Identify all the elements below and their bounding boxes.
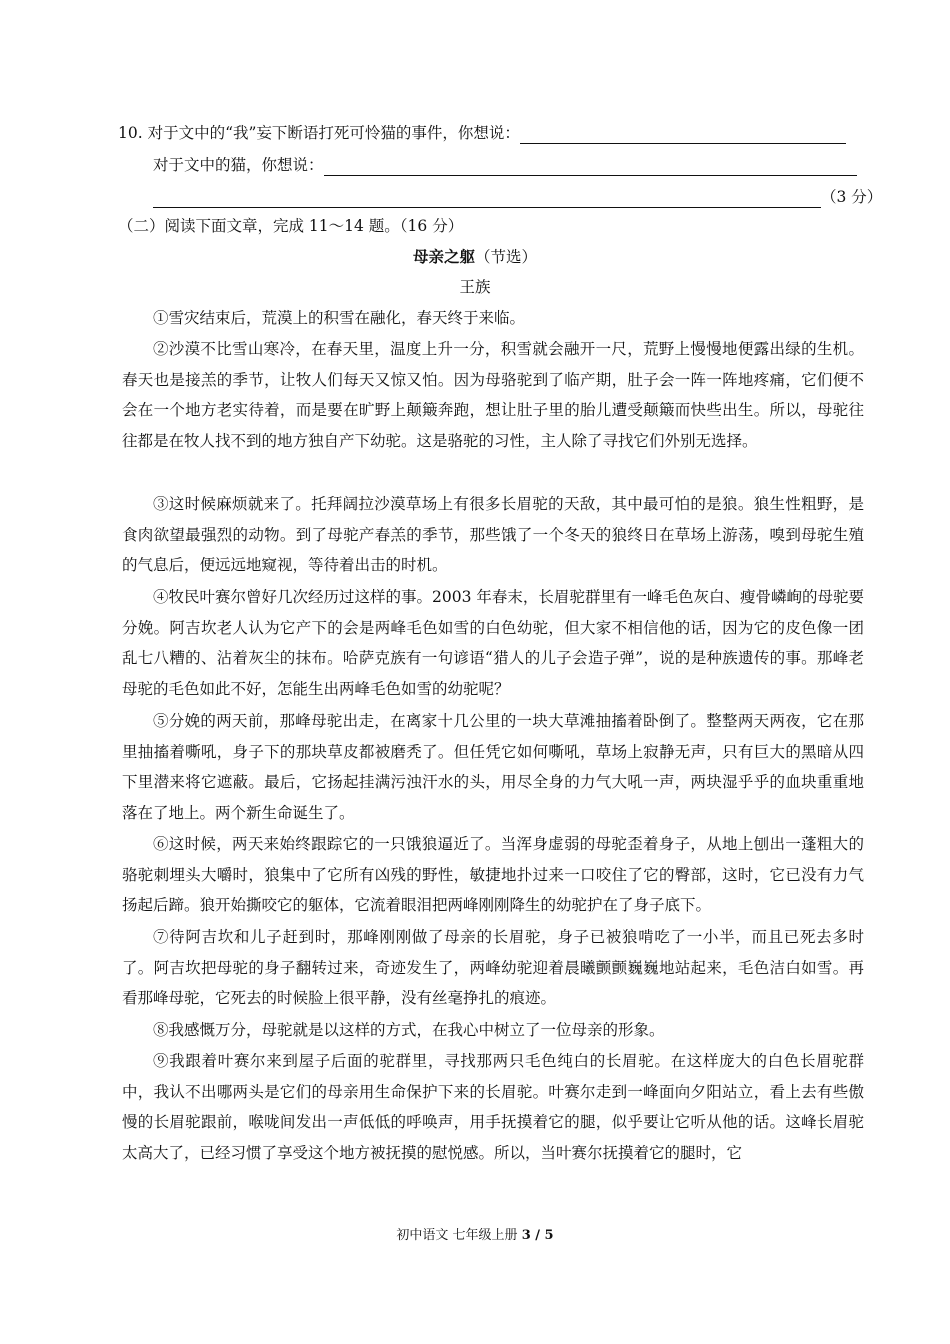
question-10-cat-prompt: 对于文中的猫，你想说： — [153, 156, 324, 174]
answer-blank-1[interactable] — [520, 126, 846, 144]
paragraph-3: ③这时候麻烦就来了。托拜阔拉沙漠草场上有很多长眉驼的天敌，其中最可怕的是狼。狼生性粗野，是食肉欲望最强烈的动物。到了母驼产春羔的季节，那些饿了一个冬天的狼终日在草场上游荡，嗅到母驼生殖的气息后，便远远地窥视，等待着出击的时机。 — [122, 495, 864, 575]
article-title — [0, 246, 950, 268]
paragraph-1: ①雪灾结束后，荒漠上的积雪在融化，春天终于来临。 — [153, 309, 526, 327]
paragraph-6: ⑥这时候，两天来始终跟踪它的一只饿狼逼近了。当浑身虚弱的母驼歪着身子，从地上刨出一蓬粗大的骆驼刺埋头大嚼时，狼集中了它所有凶残的野性，敏捷地扑过来一口咬住了它的臀部，这时，它已没有力气扬起后蹄。狼开始撕咬它的躯体，它流着眼泪把两峰刚刚降生的幼驼护在了身子底下。 — [122, 835, 864, 915]
answer-blank-3[interactable] — [153, 190, 821, 208]
footer-subject: 初中语文 七年级上册 — [396, 1228, 518, 1243]
article-author: 王族 — [459, 278, 491, 296]
question-10-line-3 — [153, 186, 882, 208]
question-10-prompt: 10. 对于文中的“我”妄下断语打死可怜猫的事件，你想说： — [118, 124, 520, 142]
footer-page-number: 3 / 5 — [521, 1228, 554, 1243]
article-title-main: 母亲之躯 — [412, 247, 475, 266]
page-footer — [0, 1224, 950, 1243]
answer-blank-2[interactable] — [324, 158, 857, 176]
paragraph-8: ⑧我感慨万分，母驼就是以这样的方式，在我心中树立了一位母亲的形象。 — [153, 1021, 665, 1039]
paragraph-7: ⑦待阿吉坎和儿子赶到时，那峰刚刚做了母亲的长眉驼，身子已被狼啃吃了一小半，而且已死去多时了。阿吉坎把母驼的身子翻转过来，奇迹发生了，两峰幼驼迎着晨曦颤颤巍巍地站起来，毛色洁白如雪。再看那峰母驼，它死去的时候脸上很平静，没有丝毫挣扎的痕迹。 — [122, 928, 864, 1008]
question-10-line-1 — [118, 122, 846, 144]
paragraph-4: ④牧民叶赛尔曾好几次经历过这样的事。2003 年春末，长眉驼群里有一峰毛色灰白、瘦骨嶙峋的母驼要分娩。阿吉坎老人认为它产下的会是两峰毛色如雪的白色幼驼，但大家不相信他的话，因为它的皮色像一团乱七八糟的、沾着灰尘的抹布。哈萨克族有一句谚语“猎人的儿子会造子弹”，说的是种族遗传的事。那峰老母驼的毛色如此不好，怎能生出两峰毛色如雪的幼驼呢？ — [122, 588, 864, 698]
question-10-line-2 — [153, 154, 857, 176]
paragraph-2: ②沙漠不比雪山寒冷，在春天里，温度上升一分，积雪就会融开一尺，荒野上慢慢地便露出绿的生机。春天也是接羔的季节，让牧人们每天又惊又怕。因为母骆驼到了临产期，肚子会一阵一阵地疼痛，它们便不会在一个地方老实待着，而是要在旷野上颠簸奔跑，想让肚子里的胎儿遭受颠簸而快些出生。所以，母驼往往都是在牧人找不到的地方独自产下幼驼。这是骆驼的习性，主人除了寻找它们外别无选择。 — [122, 340, 864, 450]
paragraph-9: ⑨我跟着叶赛尔来到屋子后面的驼群里，寻找那两只毛色纯白的长眉驼。在这样庞大的白色长眉驼群中，我认不出哪两头是它们的母亲用生命保护下来的长眉驼。叶赛尔走到一峰面向夕阳站立，看上去有些傲慢的长眉驼跟前，喉咙间发出一声低低的呼唤声，用手抚摸着它的腿，似乎要让它听从他的话。这峰长眉驼太高大了，已经习惯了享受这个地方被抚摸的慰悦感。所以，当叶赛尔抚摸着它的腿时，它 — [122, 1052, 864, 1162]
section-heading: （二）阅读下面文章，完成 11～14 题。（16 分） — [118, 217, 464, 235]
paragraph-5: ⑤分娩的两天前，那峰母驼出走，在离家十几公里的一块大草滩抽搐着卧倒了。整整两天两夜，它在那里抽搐着嘶吼，身子下的那块草皮都被磨秃了。但任凭它如何嘶吼，草场上寂静无声，只有巨大的黑暗从四下里潜来将它遮蔽。最后，它扬起挂满污浊汗水的头，用尽全身的力气大吼一声，两块湿乎乎的血块重重地落在了地上。两个新生命诞生了。 — [122, 712, 864, 822]
article-title-note: （节选） — [475, 248, 538, 266]
question-10-score: （3 分） — [821, 188, 883, 206]
